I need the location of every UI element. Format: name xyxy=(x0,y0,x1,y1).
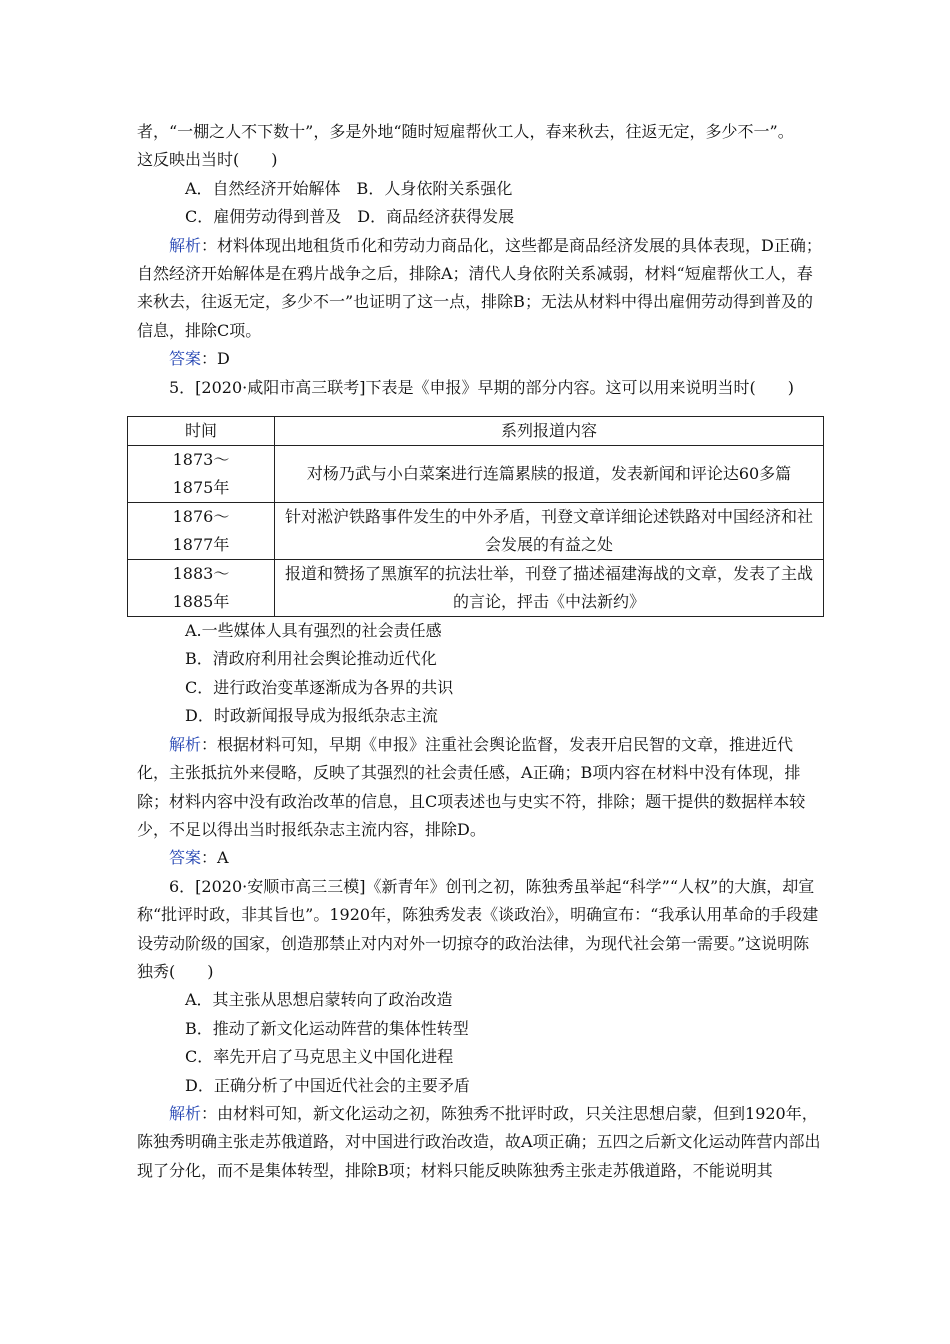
table-cell-time xyxy=(128,560,275,617)
q6-analysis-label: 解析 xyxy=(169,1103,202,1123)
table-cell-time xyxy=(128,503,275,560)
q6-option-d: D．正确分析了中国近代社会的主要矛盾 xyxy=(185,1075,470,1095)
q6-option-a: A．其主张从思想启蒙转向了政治改造 xyxy=(185,990,453,1010)
table-row xyxy=(128,503,824,560)
table-cell-content: 报道和赞扬了黑旗军的抗法壮举，刊登了描述福建海战的文章，发表了主战的言论，抨击《中法新约》 xyxy=(275,560,824,617)
q5-option-b: B．清政府利用社会舆论推动近代化 xyxy=(185,649,437,669)
q5-answer xyxy=(137,844,825,872)
q5-option-d: D．时政新闻报导成为报纸杂志主流 xyxy=(185,706,438,726)
q4-analysis-text: ：材料体现出地租货币化和劳动力商品化，这些都是商品经济发展的具体表现，D正确；自然经济开始解体是在鸦片战争之后，排除A；清代人身依附关系减弱，材料“短雇帮伙工人，春来秋去，往返无定，多少不一”也证明了这一点，排除B；无法从材料中得出雇佣劳动得到普及的信息，排除C项。 xyxy=(137,235,822,340)
table-header-time: 时间 xyxy=(128,417,275,446)
q4-analysis-label: 解析 xyxy=(169,235,202,255)
q4-stem-line2: 这反映出当时( ) xyxy=(137,150,278,170)
table-row xyxy=(128,446,824,503)
table-cell-time xyxy=(128,446,275,503)
q4-answer xyxy=(137,345,825,373)
document-page xyxy=(137,118,825,1185)
q5-analysis-label: 解析 xyxy=(169,734,202,754)
q4-answer-text: ：D xyxy=(201,349,230,369)
q6-analysis-text: ：由材料可知，新文化运动之初，陈独秀不批评时政，只关注思想启蒙，但到1920年，陈独秀明确主张走苏俄道路，对中国进行政治改造，故A项正确；五四之后新文化运动阵营内部出现了分化，而不是集体转型，排除B项；材料只能反映陈独秀主张走苏俄道路，不能说明其 xyxy=(137,1103,821,1180)
time-line1: 1876～ xyxy=(172,507,230,527)
time-line2: 1885年 xyxy=(172,592,230,612)
table-header-content: 系列报道内容 xyxy=(275,417,824,446)
time-line2: 1877年 xyxy=(172,535,230,555)
q4-stem-line1: 者，“一棚之人不下数十”，多是外地“随时短雇帮伙工人，春来秋去，往返无定，多少不一”。 xyxy=(137,122,794,141)
table-header-row xyxy=(128,417,824,446)
q4-analysis xyxy=(137,232,825,346)
table-cell-content: 对杨乃武与小白菜案进行连篇累牍的报道，发表新闻和评论达60多篇 xyxy=(275,446,824,503)
q5-answer-text: ：A xyxy=(201,848,229,868)
q5-analysis-text: ：根据材料可知，早期《申报》注重社会舆论监督，发表开启民智的文章，推进近代化，主张抵抗外来侵略，反映了其强烈的社会责任感，A正确；B项内容在材料中没有体现，排除；材料内容中没有政治改革的信息，且C项表述也与史实不符，排除；题干提供的数据样本较少，不足以得出当时报纸杂志主流内容，排除D。 xyxy=(137,734,806,839)
q6-option-b: B．推动了新文化运动阵营的集体性转型 xyxy=(185,1018,469,1038)
q6-option-c: C．率先开启了马克思主义中国化进程 xyxy=(185,1047,454,1067)
q5-option-c: C．进行政治变革逐渐成为各界的共识 xyxy=(185,677,454,697)
q5-answer-label: 答案 xyxy=(169,848,202,868)
q5-option-a: A.一些媒体人具有强烈的社会责任感 xyxy=(185,621,442,641)
q4-options-line1: A．自然经济开始解体 B．人身依附关系强化 xyxy=(185,178,513,198)
q5-table xyxy=(127,416,824,617)
table-cell-content: 针对淞沪铁路事件发生的中外矛盾，刊登文章详细论述铁路对中国经济和社会发展的有益之处 xyxy=(275,503,824,560)
q5-analysis xyxy=(137,731,825,845)
table-row xyxy=(128,560,824,617)
time-line1: 1883～ xyxy=(172,564,230,584)
q5-stem: 5．[2020·咸阳市高三联考]下表是《申报》早期的部分内容。这可以用来说明当时( ) xyxy=(169,377,794,397)
q4-answer-label: 答案 xyxy=(169,349,202,369)
q6-stem: 6．[2020·安顺市高三三模]《新青年》创刊之初，陈独秀虽举起“科学”“人权”的大旗，却宣称“批评时政，非其旨也”。1920年，陈独秀发表《谈政治》，明确宣布：“我承认用革命的手段建设劳动阶级的国家，创造那禁止对内对外一切掠夺的政治法律，为现代社会第一需要。”这说明陈独秀( ) xyxy=(137,876,819,981)
time-line2: 1875年 xyxy=(172,478,230,498)
time-line1: 1873～ xyxy=(172,450,230,470)
q6-analysis xyxy=(137,1100,825,1185)
q4-options-line2: C．雇佣劳动得到普及 D．商品经济获得发展 xyxy=(185,207,515,227)
